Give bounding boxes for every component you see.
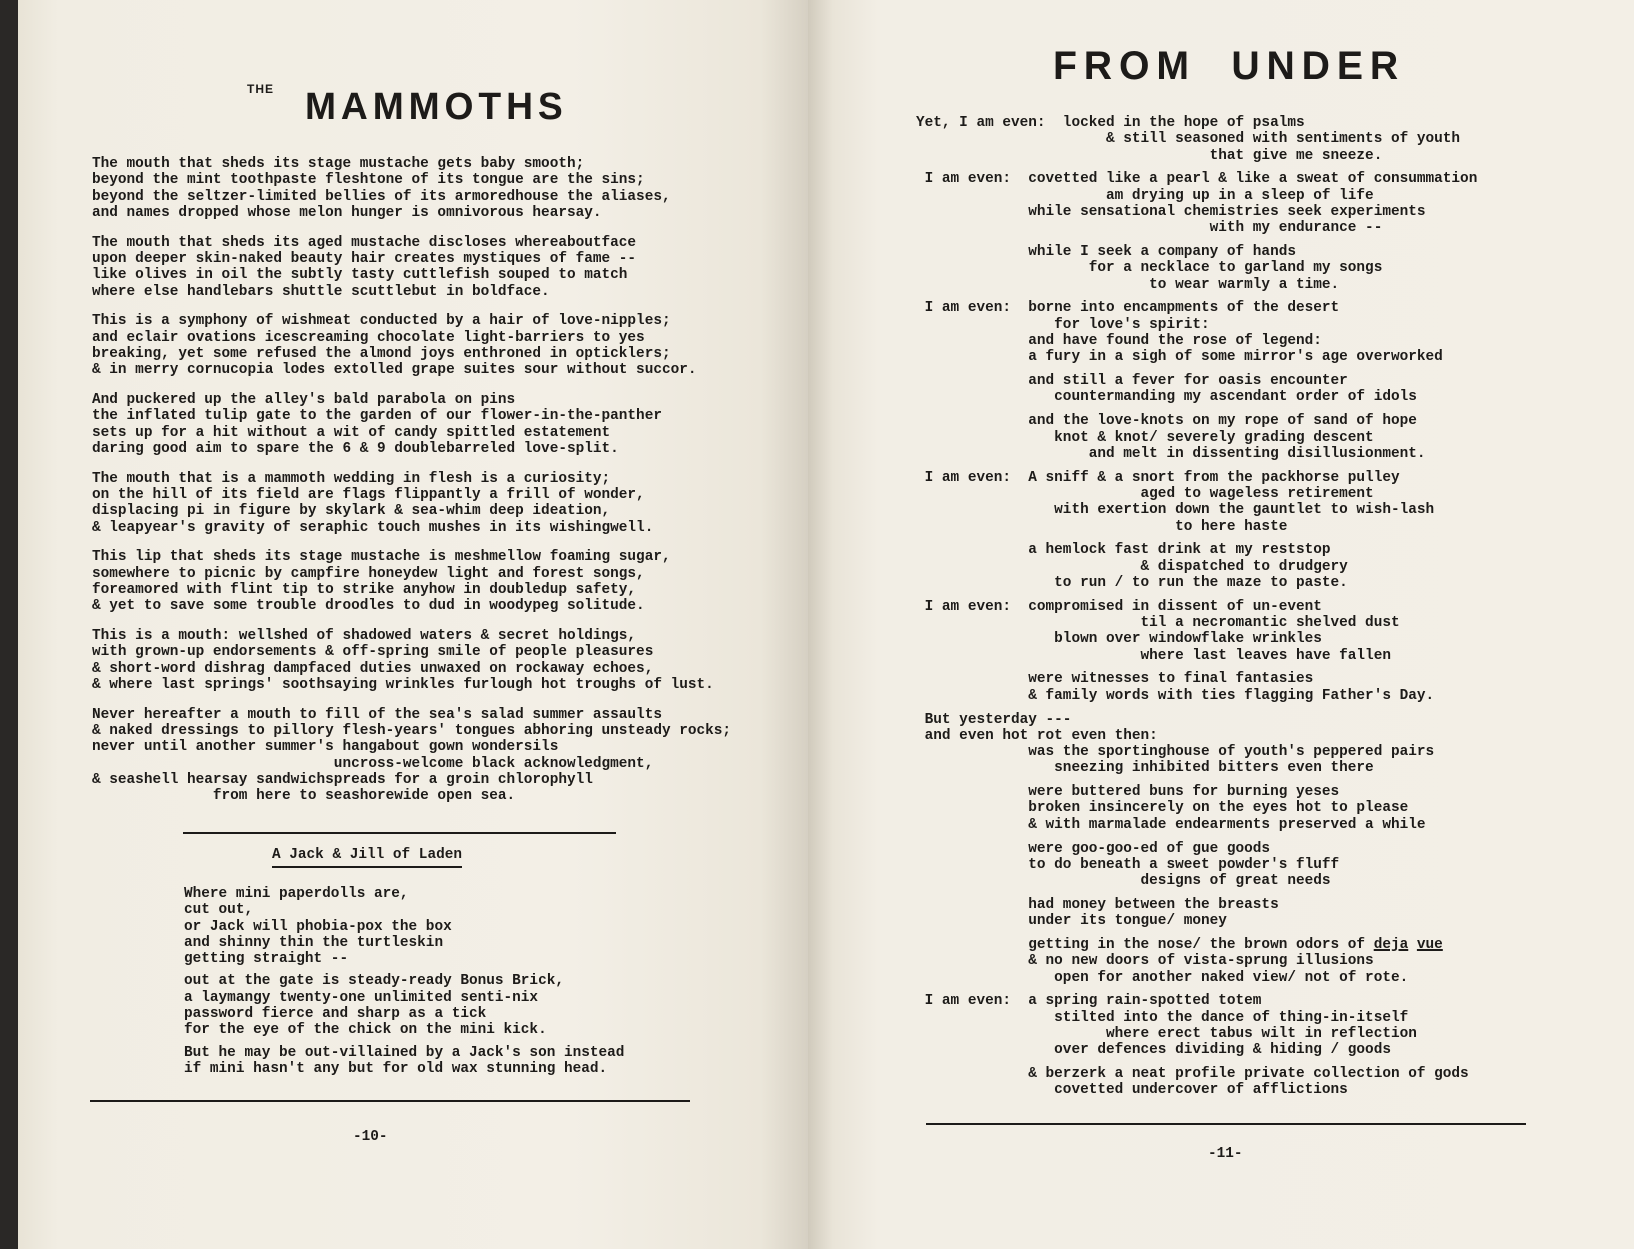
- poem-line: blown over windowflake wrinkles: [916, 631, 1322, 648]
- poem-line: to wear warmly a time.: [916, 276, 1340, 293]
- poem-line: and melt in dissenting disillusionment.: [916, 445, 1426, 462]
- poem-line: out at the gate is steady-ready Bonus Brick,: [184, 973, 564, 990]
- poem-line: & leapyear's gravity of seraphic touch mushes in its wishingwell.: [92, 519, 654, 536]
- poem-line: and eclair ovations icescreaming chocolate light-barriers to yes: [92, 329, 645, 346]
- poem-line: and shinny thin the turtleskin: [184, 934, 444, 951]
- poem-line: never until another summer's hangabout gown wondersils: [92, 739, 559, 756]
- stanza: [92, 628, 731, 693]
- stanza-gap: [916, 1059, 1477, 1067]
- poem-line: This is a symphony of wishmeat conducted by a hair of love-nipples;: [92, 313, 671, 330]
- poem-line: cut out,: [184, 902, 254, 919]
- stanza-gap: [916, 535, 1477, 543]
- stanza: [92, 156, 731, 221]
- stanza-gap: [916, 462, 1477, 470]
- poem-line: The mouth that sheds its stage mustache gets baby smooth;: [92, 156, 585, 172]
- poem-line: for the eye of the chick on the mini kick.: [184, 1022, 547, 1039]
- stanza-gap: [916, 237, 1477, 245]
- poem-line: This lip that sheds its stage mustache is meshmellow foaming sugar,: [92, 549, 671, 566]
- stanza: [92, 471, 731, 536]
- poem-line: & berzerk a neat profile private collection of gods: [916, 1066, 1469, 1083]
- stanza-gap: [916, 833, 1477, 841]
- poem-line: to here haste: [916, 518, 1288, 535]
- poem-line: or Jack will phobia-pox the box: [184, 918, 452, 935]
- poem-line: covetted undercover of afflictions: [916, 1082, 1348, 1099]
- poem-line: & family words with ties flagging Father's Day.: [916, 687, 1435, 704]
- poem-line: uncross-welcome black acknowledgment,: [92, 755, 654, 772]
- poem-line: with exertion down the gauntlet to wish-lash: [916, 502, 1435, 519]
- poem-line: knot & knot/ severely grading descent: [916, 429, 1374, 446]
- poem-line: password fierce and sharp as a tick: [184, 1006, 487, 1023]
- poem-line: designs of great needs: [916, 873, 1331, 890]
- poem-line: somewhere to picnic by campfire honeydew light and forest songs,: [92, 565, 645, 582]
- stanza-gap: [916, 777, 1477, 785]
- poem-line: This is a mouth: wellshed of shadowed waters & secret holdings,: [92, 628, 637, 645]
- poem-body: [92, 156, 731, 805]
- poem-line: beyond the mint toothpaste fleshtone of its tongue are the sins;: [92, 172, 645, 189]
- poem-line: I am even: compromised in dissent of un-event: [916, 598, 1322, 615]
- right-page: [808, 0, 1634, 1249]
- poem-line: from here to seashorewide open sea.: [92, 788, 516, 805]
- poem-line: daring good aim to spare the 6 & 9 doublebarreled love-split.: [92, 440, 619, 457]
- stanza: [92, 313, 731, 378]
- poem-line: aged to wageless retirement: [916, 485, 1374, 502]
- page-number: -10-: [353, 1129, 388, 1145]
- poem-line: while sensational chemistries seek experiments: [916, 203, 1426, 220]
- poem-line: and names dropped whose melon hunger is omnivorous hearsay.: [92, 204, 602, 221]
- poem-line: countermanding my ascendant order of idols: [916, 389, 1417, 406]
- stanza-gap: [916, 164, 1477, 172]
- poem-line: over defences dividing & hiding / goods: [916, 1042, 1391, 1059]
- poem-line: that give me sneeze.: [916, 147, 1383, 164]
- poem-line: for a necklace to garland my songs: [916, 260, 1383, 277]
- poem-line: til a necromantic shelved dust: [916, 615, 1400, 632]
- poem-line: & seashell hearsay sandwichspreads for a groin chlorophyll: [92, 772, 593, 788]
- sub-poem-body: [184, 886, 624, 1077]
- poem-line: was the sportinghouse of youth's peppered pairs: [916, 744, 1435, 761]
- poem-line: a hemlock fast drink at my reststop: [916, 542, 1331, 559]
- poem-line: I am even: a spring rain-spotted totem: [916, 993, 1262, 1010]
- poem-line: & dispatched to drudgery: [916, 558, 1348, 575]
- poem-line: where last leaves have fallen: [916, 647, 1391, 664]
- poem-line: broken insincerely on the eyes hot to please: [916, 800, 1409, 817]
- stanza: [92, 235, 731, 300]
- poem-line: The mouth that is a mammoth wedding in flesh is a curiosity;: [92, 470, 611, 487]
- poem-line: sneezing inhibited bitters even there: [916, 760, 1374, 777]
- poem-line: & naked dressings to pillory flesh-years' tongues abhoring unsteady rocks;: [92, 723, 732, 740]
- poem-line: & where last springs' soothsaying wrinkles furlough hot troughs of lust.: [92, 677, 714, 694]
- stanza: [184, 973, 624, 1038]
- poem-line: the inflated tulip gate to the garden of our flower-in-the-panther: [92, 408, 662, 425]
- poem-line: & with marmalade endearments preserved a while: [916, 816, 1426, 833]
- stanza-gap: [916, 889, 1477, 897]
- page-number: -11-: [1208, 1146, 1243, 1162]
- poem-line: Yet, I am even: locked in the hope of psalms: [916, 115, 1305, 131]
- stanza-gap: [916, 704, 1477, 712]
- poem-line: & in merry cornucopia lodes extolled grape suites sour without succor.: [92, 362, 697, 379]
- poem-line: and the love-knots on my rope of sand of hope: [916, 413, 1417, 430]
- stanza: [92, 549, 731, 614]
- title-prefix: THE: [247, 82, 274, 96]
- poem-line: Where mini paperdolls are,: [184, 886, 409, 902]
- poem-line: and still a fever for oasis encounter: [916, 373, 1348, 390]
- poem-line: getting in the nose/ the brown odors of deja vue: [916, 937, 1443, 954]
- poem-line: and even hot rot even then:: [916, 727, 1158, 744]
- poem-line: a fury in a sigh of some mirror's age overworked: [916, 349, 1443, 366]
- footer-rule: [926, 1123, 1526, 1125]
- poem-line: with my endurance --: [916, 220, 1383, 237]
- poem-line: breaking, yet some refused the almond joys enthroned in opticklers;: [92, 345, 671, 362]
- poem-line: upon deeper skin-naked beauty hair creates mystiques of fame --: [92, 250, 637, 267]
- footer-rule: [90, 1100, 690, 1102]
- poem-line: were goo-goo-ed of gue goods: [916, 840, 1271, 857]
- poem-line: to run / to run the maze to paste.: [916, 574, 1348, 591]
- poem-line: if mini hasn't any but for old wax stunning head.: [184, 1060, 608, 1077]
- poem-line: were witnesses to final fantasies: [916, 671, 1314, 688]
- stanza: [92, 392, 731, 457]
- poem-line: & yet to save some trouble droodles to dud in woodypeg solitude.: [92, 598, 645, 615]
- stanza-gap: [916, 366, 1477, 374]
- poem-line: with grown-up endorsements & off-spring smile of people pleasures: [92, 644, 654, 661]
- poem-line: where else handlebars shuttle scuttlebut in boldface.: [92, 283, 550, 300]
- poem-line: I am even: borne into encampments of the desert: [916, 300, 1340, 317]
- poem-line: stilted into the dance of thing-in-itself: [916, 1009, 1409, 1026]
- divider-rule: [183, 832, 616, 834]
- stanza-gap: [916, 293, 1477, 301]
- stanza-gap: [916, 930, 1477, 938]
- poem-line: But yesterday ---: [916, 711, 1072, 728]
- poem-title: MAMMOTHS: [305, 86, 568, 128]
- poem-line: I am even: A sniff & a snort from the packhorse pulley: [916, 469, 1400, 486]
- stanza: [184, 886, 624, 967]
- poem-line: And puckered up the alley's bald parabola on pins: [92, 392, 516, 409]
- poem-line: I am even: covetted like a pearl & like a sweat of consummation: [916, 171, 1478, 188]
- poem-line: sets up for a hit without a wit of candy spittled estatement: [92, 424, 611, 441]
- poem-title: FROM UNDER: [1053, 44, 1406, 88]
- poem-body: [916, 115, 1477, 1099]
- poem-line: where erect tabus wilt in reflection: [916, 1026, 1417, 1043]
- poem-line: to do beneath a sweet powder's fluff: [916, 856, 1340, 873]
- poem-line: getting straight --: [184, 951, 349, 968]
- poem-line: like olives in oil the subtly tasty cuttlefish souped to match: [92, 267, 628, 284]
- stanza-gap: [916, 591, 1477, 599]
- sub-poem-title: A Jack & Jill of Laden: [272, 847, 462, 868]
- stanza: [184, 1045, 624, 1078]
- poem-line: Never hereafter a mouth to fill of the sea's salad summer assaults: [92, 706, 662, 723]
- poem-line: for love's spirit:: [916, 316, 1210, 333]
- poem-line: The mouth that sheds its aged mustache discloses whereaboutface: [92, 234, 637, 251]
- poem-line: were buttered buns for burning yeses: [916, 784, 1340, 801]
- poem-line: while I seek a company of hands: [916, 244, 1296, 261]
- poem-line: foreamored with flint tip to strike anyhow in doubledup safety,: [92, 582, 637, 599]
- stanza: [92, 707, 731, 805]
- poem-line: beyond the seltzer-limited bellies of its armoredhouse the aliases,: [92, 188, 671, 205]
- poem-line: & still seasoned with sentiments of youth: [916, 131, 1461, 148]
- poem-line: But he may be out-villained by a Jack's son instead: [184, 1044, 625, 1061]
- stanza-gap: [916, 406, 1477, 414]
- poem-line: had money between the breasts: [916, 896, 1279, 913]
- poem-line: on the hill of its field are flags flippantly a frill of wonder,: [92, 487, 645, 504]
- poem-line: a laymangy twenty-one unlimited senti-nix: [184, 989, 539, 1006]
- poem-line: displacing pi in figure by skylark & sea-whim deep ideation,: [92, 503, 611, 520]
- stanza-gap: [916, 986, 1477, 994]
- poem-line: open for another naked view/ not of rote.: [916, 969, 1409, 986]
- poem-line: & no new doors of vista-sprung illusions: [916, 953, 1374, 970]
- stanza-gap: [916, 664, 1477, 672]
- poem-line: and have found the rose of legend:: [916, 333, 1322, 350]
- left-page: [18, 0, 808, 1249]
- poem-line: under its tongue/ money: [916, 913, 1227, 930]
- poem-line: am drying up in a sleep of life: [916, 187, 1374, 204]
- poem-line: & short-word dishrag dampfaced duties unwaxed on rockaway echoes,: [92, 660, 654, 677]
